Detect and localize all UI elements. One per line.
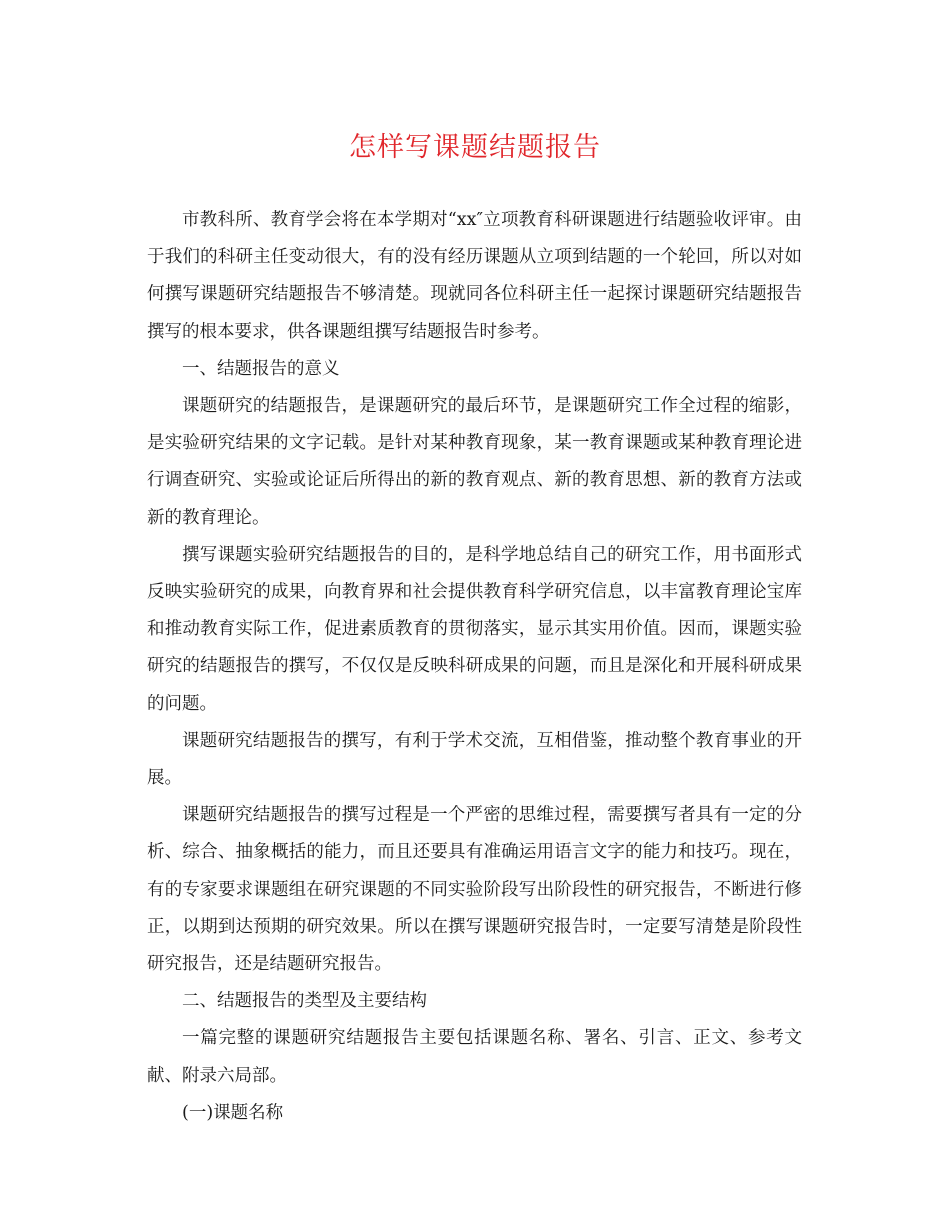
paragraph-intro: 市教科所、教育学会将在本学期对“xx″立项教育科研课题进行结题验收评审。由于我们的科研主任变动很大，有的没有经历课题从立项到结题的一个轮回，所以对如何撰写课题研究结题报告不够清楚。现就同各位科研主任一起探讨课题研究结题报告撰写的根本要求，供各课题组撰写结题报告时参考。 — [147, 210, 802, 342]
paragraph: 课题研究结题报告的撰写过程是一个严密的思维过程，需要撰写者具有一定的分析、综合、抽象概括的能力，而且还要具有准确运用语言文字的能力和技巧。现在，有的专家要求课题组在研究课题的不同实验阶段写出阶段性的研究报告，不断进行修正，以期到达预期的研究效果。所以在撰写课题研究报告时，一定要写清楚是阶段性研究报告，还是结题研究报告。 — [147, 805, 802, 975]
paragraph: 一篇完整的课题研究结题报告主要包括课题名称、署名、引言、正文、参考文献、附录六局部。 — [147, 1028, 802, 1086]
paragraph: 课题研究的结题报告，是课题研究的最后环节，是课题研究工作全过程的缩影，是实验研究结果的文字记载。是针对某种教育现象，某一教育课题或某种教育理论进行调查研究、实验或论证后所得出的新的教育观点、新的教育思想、新的教育方法或新的教育理论。 — [147, 396, 802, 528]
section-heading-2: 二、结题报告的类型及主要结构 — [182, 991, 427, 1012]
subsection-heading: (一)课题名称 — [182, 1102, 284, 1123]
document-title: 怎样写课题结题报告 — [349, 132, 601, 163]
paragraph: 课题研究结题报告的撰写，有利于学术交流，互相借鉴，推动整个教育事业的开展。 — [147, 730, 802, 789]
document-body — [147, 202, 802, 1132]
section-heading-1: 一、结题报告的意义 — [182, 358, 340, 379]
paragraph: 撰写课题实验研究结题报告的目的，是科学地总结自己的研究工作，用书面形式反映实验研究的成果，向教育界和社会提供教育科学研究信息，以丰富教育理论宝库和推动教育实际工作，促进素质教育的贯彻落实，显示其实用价值。因而，课题实验研究的结题报告的撰写，不仅仅是反映科研成果的问题，而且是深化和开展科研成果的问题。 — [147, 544, 802, 714]
